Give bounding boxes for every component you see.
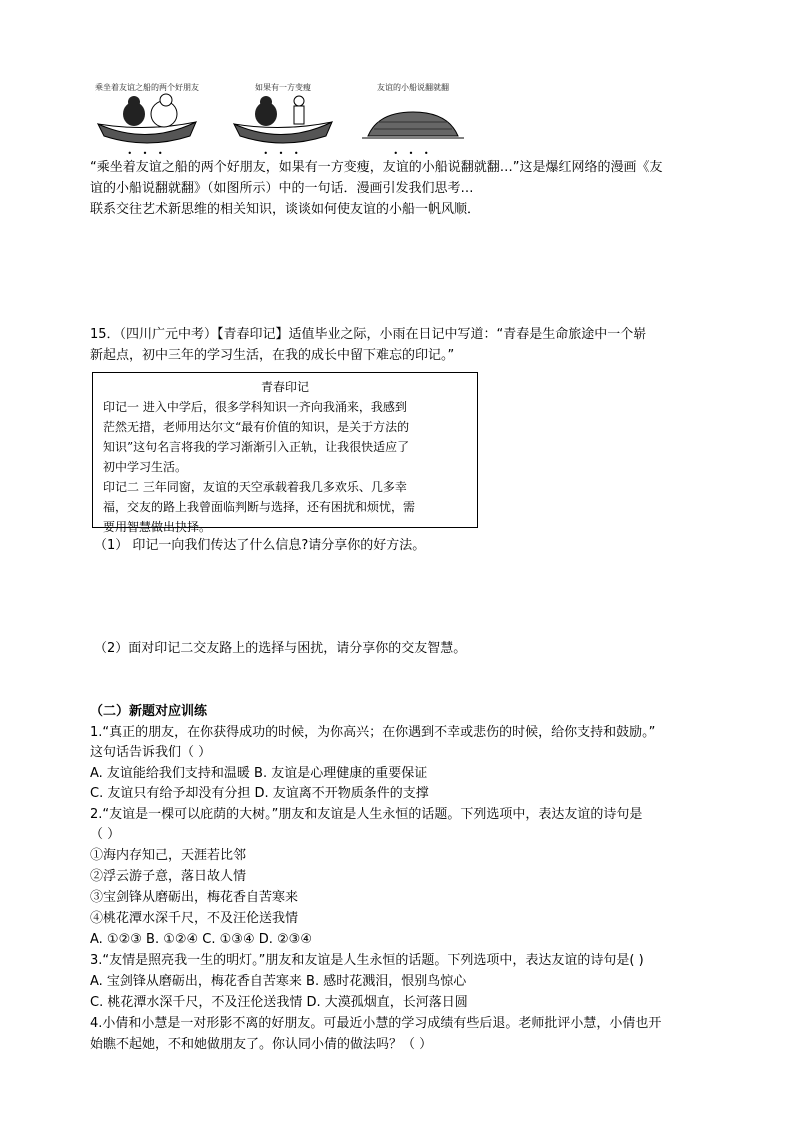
q15-sub-question-1: （1） 印记一向我们传达了什么信息?请分享你的好方法。: [94, 538, 426, 553]
intro-line-2: 谊的小船说翻就翻》（如图所示）中的一句话．漫画引发我们思考…: [90, 181, 474, 196]
comic-caption-3: 友谊的小船说翻就翻: [377, 83, 449, 92]
comic-dots-2: • • •: [263, 149, 303, 158]
q2-options: A. ①②③ B. ①②④ C. ①③④ D. ②③④: [90, 932, 312, 947]
q1-line-1: 1.“真正的朋友，在你获得成功的时候，为你高兴；在你遇到不幸或悲伤的时候，给你支持和鼓励。”: [90, 725, 656, 740]
capsized-boat-illustration: [358, 92, 468, 148]
q3-options-ab: A. 宝剑锋从磨砺出，梅花香自苦寒来 B. 感时花溅泪，恨别鸟惊心: [90, 974, 467, 989]
q3-options-cd: C. 桃花潭水深千尺，不及汪伦送我情 D. 大漠孤烟直，长河落日圆: [90, 995, 468, 1010]
intro-line-1: “乘坐着友谊之船的两个好朋友，如果有一方变瘦，友谊的小船说翻就翻…”这是爆红网络的漫画《友: [90, 160, 663, 175]
q4-line-1: 4.小倩和小慧是一对形影不离的好朋友。可最近小慧的学习成绩有些后退。老师批评小慧，小倩也开: [90, 1016, 662, 1031]
intro-line-3: 联系交往艺术新思维的相关知识，谈谈如何使友谊的小船一帆风顺．: [90, 202, 481, 217]
q2-line-1: 2.“友谊是一棵可以庇荫的大树。”朋友和友谊是人生永恒的话题。下列选项中，表达友谊的诗句是: [90, 807, 643, 822]
comic-panel-2: [228, 80, 338, 158]
q1-options-cd: C. 友谊只有给予却没有分担 D. 友谊离不开物质条件的支撑: [90, 786, 429, 801]
section-heading: （二）新题对应训练: [90, 704, 208, 719]
box-line: 初中学习生活。: [103, 460, 188, 474]
comic-dots-3: • • •: [393, 149, 433, 158]
comic-caption-2: 如果有一方变瘦: [255, 83, 311, 92]
q3-line-1: 3.“友情是照亮我一生的明灯。”朋友和友谊是人生永恒的话题。下列选项中，表达友谊的诗句是( ): [90, 953, 644, 968]
box-line: 茫然无措，老师用达尔文“最有价值的知识，是关于方法的: [103, 420, 410, 434]
boat-one-thin-illustration: [228, 92, 338, 148]
box-line: 印记一 进入中学后，很多学科知识一齐向我涌来，我感到: [103, 400, 407, 414]
q2-item: ④桃花潭水深千尺，不及汪伦送我情: [90, 911, 299, 926]
box-line: 要用智慧做出抉择。: [103, 520, 212, 534]
comic-strip: [92, 80, 482, 158]
comic-caption-1: 乘坐着友谊之船的两个好朋友: [95, 83, 199, 92]
q1-options-ab: A. 友谊能给我们支持和温暖 B. 友谊是心理健康的重要保证: [90, 766, 428, 781]
q1-line-2: 这句话告诉我们（ ）: [90, 745, 212, 760]
youth-memory-box: [92, 372, 478, 534]
box-line: 印记二 三年同窗，友谊的天空承载着我几多欢乐、几多幸: [103, 480, 407, 494]
box-title: 青春印记: [260, 380, 309, 394]
q15-line-1: 15．（四川广元中考）【青春印记】适值毕业之际，小雨在日记中写道：“青春是生命旅途中一个崭: [90, 327, 647, 342]
q15-sub-question-2: （2）面对印记二交友路上的选择与困扰，请分享你的交友智慧。: [94, 641, 467, 656]
boat-two-friends-illustration: [92, 92, 202, 148]
q4-line-2: 始瞧不起她，不和她做朋友了。你认同小倩的做法吗？（ ）: [90, 1037, 433, 1052]
q15-line-2: 新起点，初中三年的学习生活，在我的成长中留下难忘的印记。”: [90, 348, 455, 363]
q2-line-2: （ ）: [90, 827, 121, 842]
comic-dots-1: • • •: [127, 149, 167, 158]
comic-panel-1: [92, 80, 202, 158]
q2-item: ①海内存知己，天涯若比邻: [90, 848, 247, 863]
box-line: 福，交友的路上我曾面临判断与选择，还有困扰和烦忧，需: [103, 500, 416, 514]
box-line: 知识”这句名言将我的学习渐渐引入正轨，让我很快适应了: [103, 440, 410, 454]
comic-panel-3: [358, 80, 468, 158]
q2-item: ②浮云游子意，落日故人情: [90, 869, 247, 884]
q2-item: ③宝剑锋从磨砺出，梅花香自苦寒来: [90, 890, 299, 905]
